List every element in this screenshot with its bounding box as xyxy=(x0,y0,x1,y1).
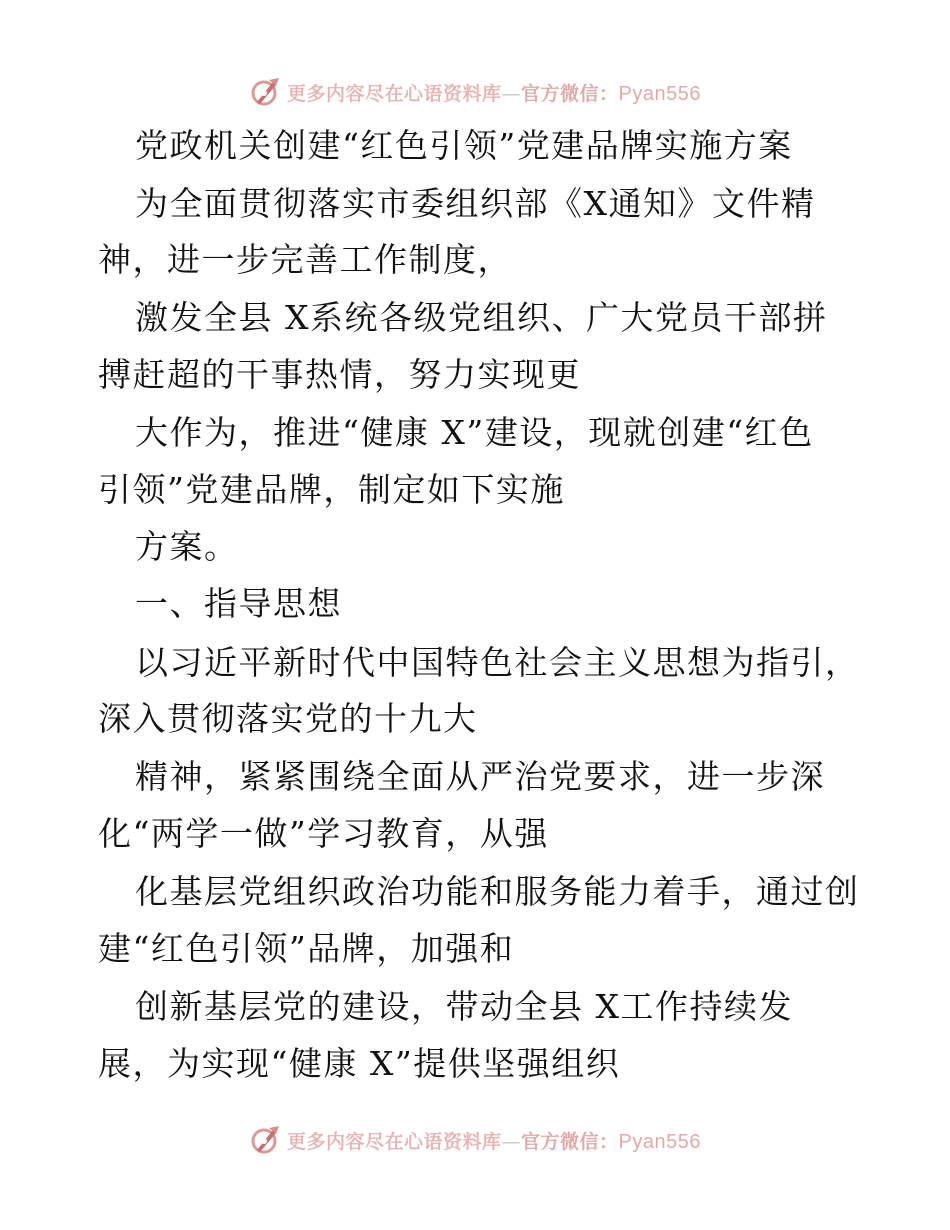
paragraph-line: 建“红色引领”品牌，加强和 xyxy=(98,929,515,968)
watermark-sub-text: 官方微信： xyxy=(521,82,619,105)
watermark-dash: — xyxy=(501,1130,522,1153)
paragraph-line: 精神，紧紧围绕全面从严治党要求，进一步深 xyxy=(135,757,825,796)
watermark-sub-text: 官方微信： xyxy=(521,1130,619,1153)
footer-watermark xyxy=(0,1120,950,1160)
paragraph-line: 深入贯彻落实党的十九大 xyxy=(98,699,478,738)
watermark-wechat-id: Pyan556 xyxy=(618,1130,701,1153)
watermark-main-text: 更多内容尽在心语资料库 xyxy=(287,1130,502,1153)
paragraph-line: 大作为，推进“健康 X”建设，现就创建“红色 xyxy=(135,413,814,452)
paragraph-line: 化基层党组织政治功能和服务能力着手，通过创 xyxy=(135,872,860,911)
paragraph-line: 搏赶超的干事热情，努力实现更 xyxy=(98,355,581,394)
paragraph-line: 为全面贯彻落实市委组织部《X通知》文件精 xyxy=(135,184,816,223)
paragraph-line: 方案。 xyxy=(135,527,239,566)
paragraph-line: 神，进一步完善工作制度， xyxy=(98,240,512,279)
watermark-dash: — xyxy=(501,82,522,105)
paragraph-line: 化“两学一做”学习教育，从强 xyxy=(98,814,549,853)
section-heading: 一、指导思想 xyxy=(135,584,342,623)
quill-logo-icon xyxy=(249,1124,281,1156)
paragraph-line: 以习近平新时代中国特色社会主义思想为指引， xyxy=(135,643,860,682)
watermark-main-text: 更多内容尽在心语资料库 xyxy=(287,82,502,105)
paragraph-line: 引领”党建品牌，制定如下实施 xyxy=(98,470,565,509)
paragraph-line: 展，为实现“健康 X”提供坚强组织 xyxy=(98,1044,621,1083)
document-title: 党政机关创建“红色引领”党建品牌实施方案 xyxy=(135,126,793,165)
watermark-wechat-id: Pyan556 xyxy=(618,82,701,105)
paragraph-line: 激发全县 X系统各级党组织、广大党员干部拼 xyxy=(135,298,828,337)
paragraph-line: 创新基层党的建设，带动全县 X工作持续发 xyxy=(135,987,793,1026)
